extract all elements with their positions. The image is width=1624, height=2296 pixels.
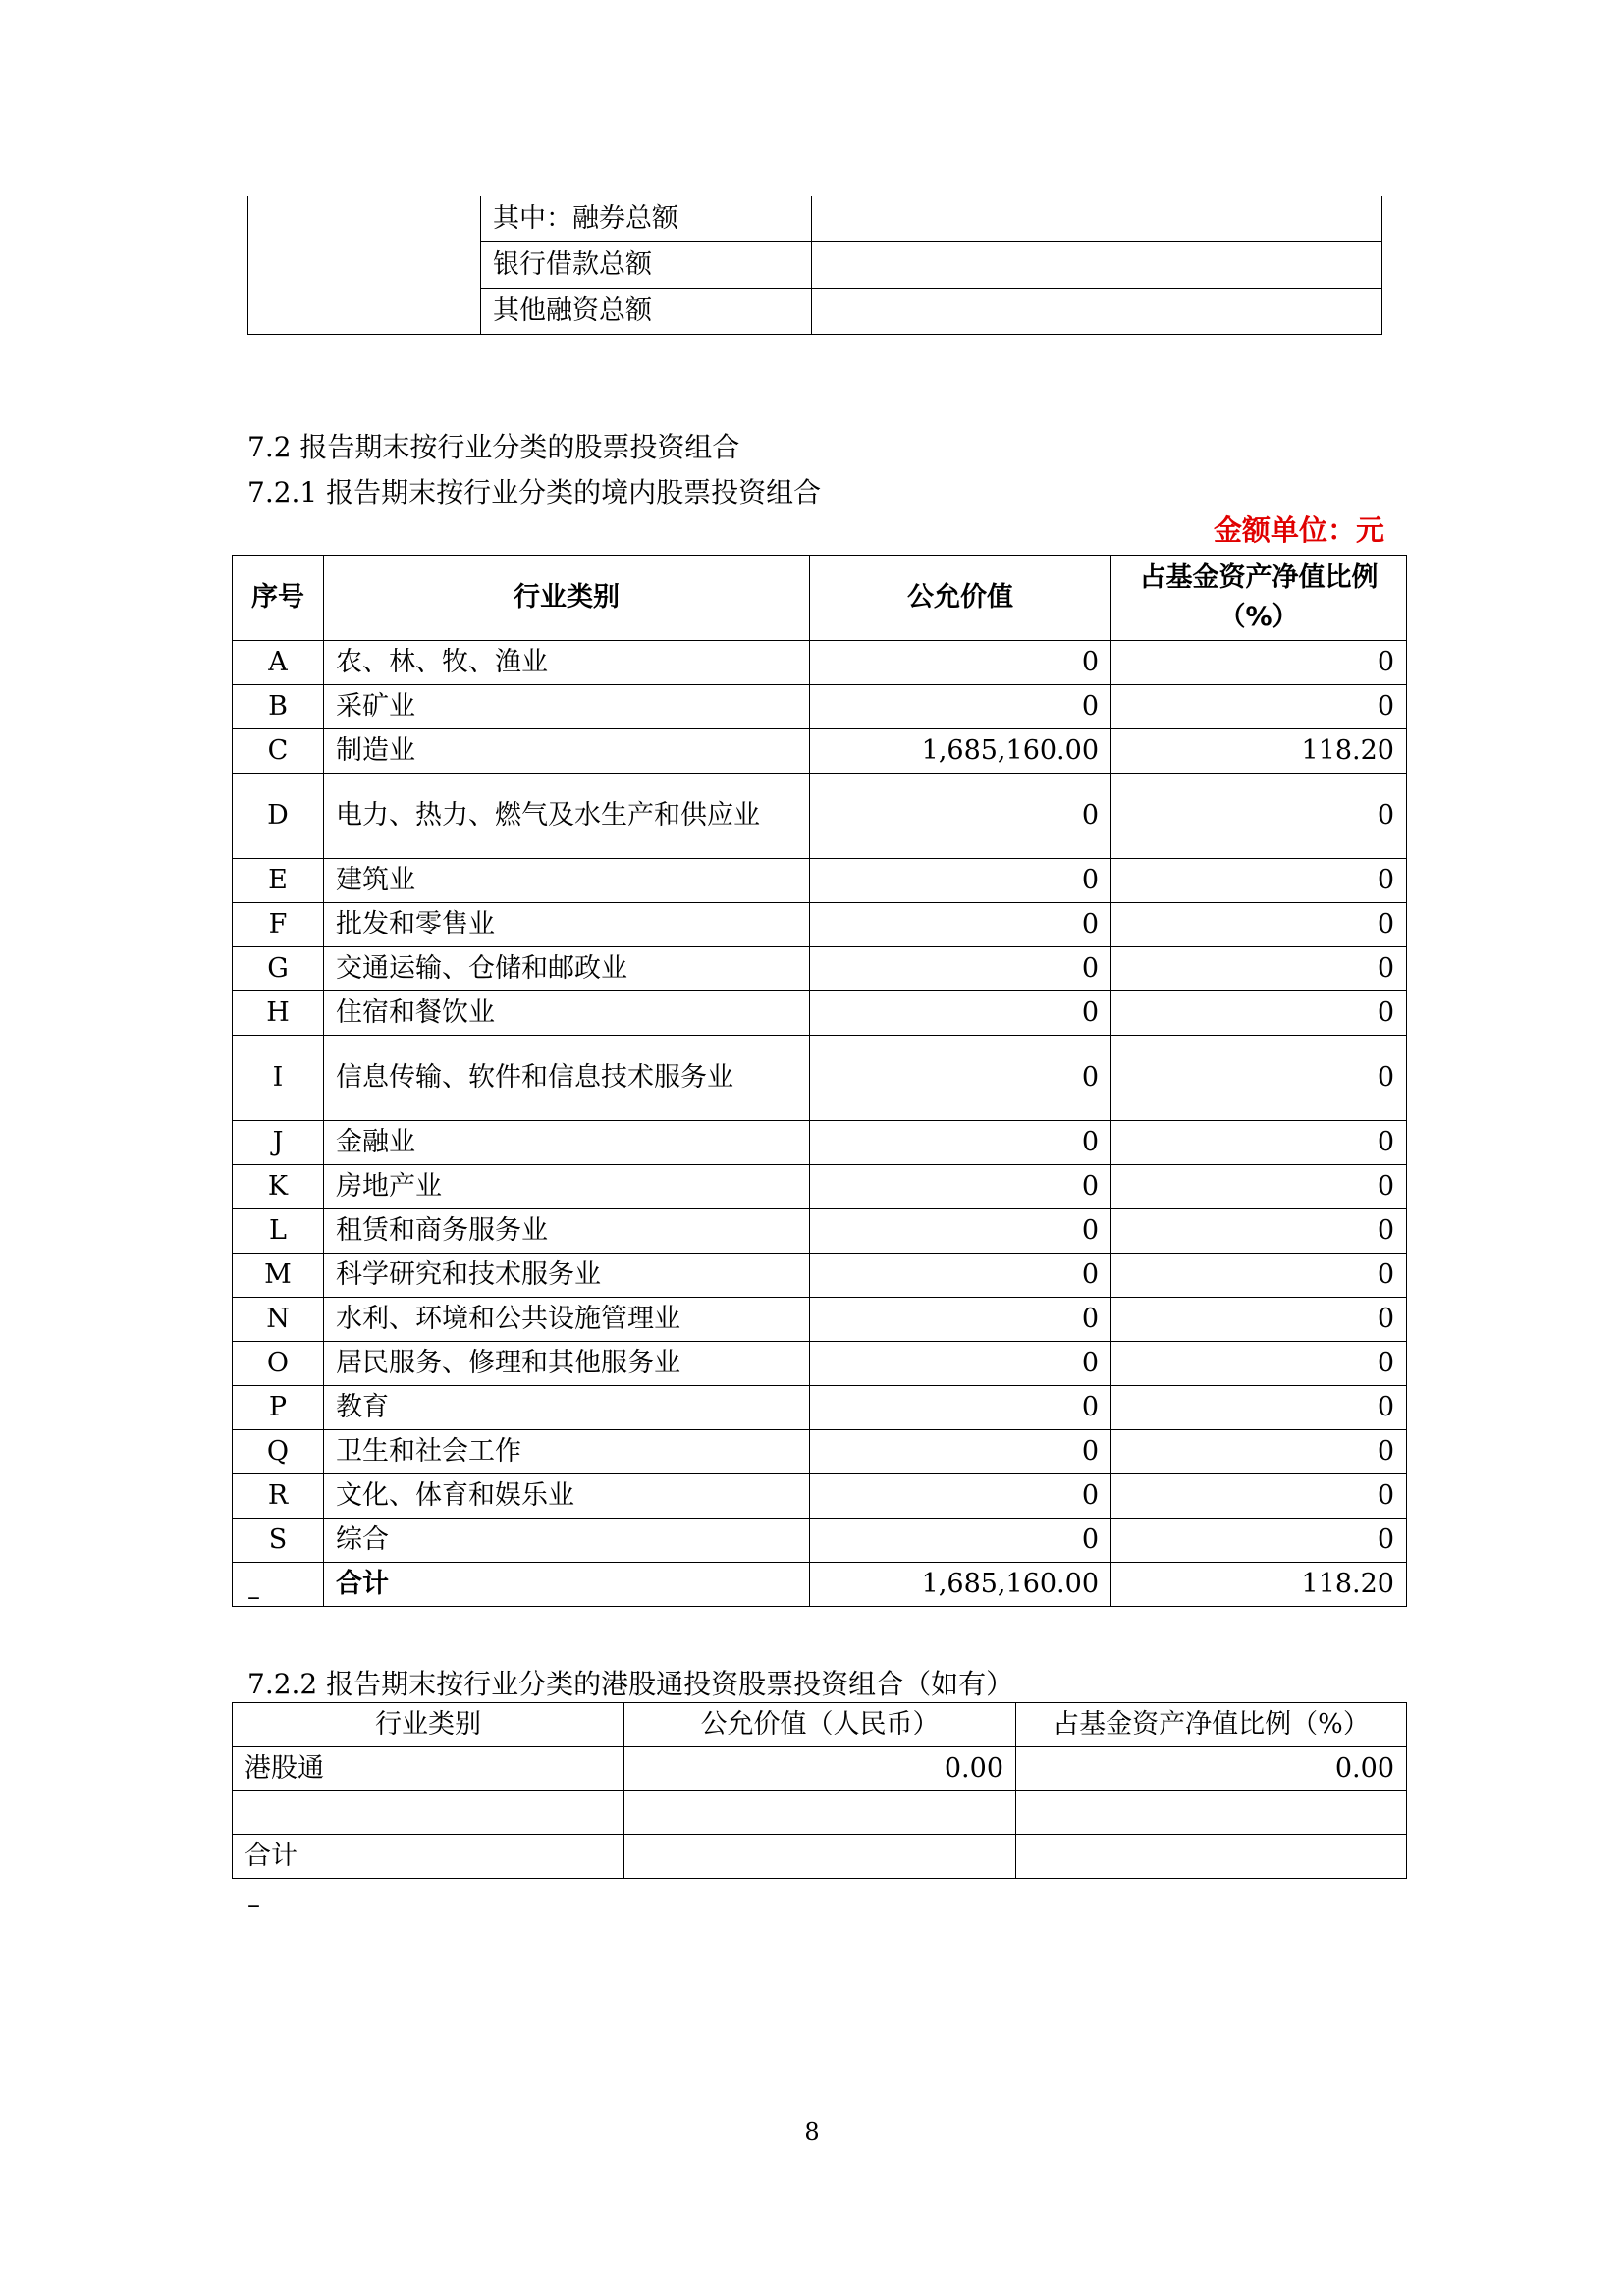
row-fair-value [624, 1835, 1016, 1879]
table-row [233, 1386, 1407, 1430]
row-ratio: 0 [1111, 685, 1407, 729]
row-industry [233, 1791, 624, 1835]
row-ratio: 0 [1111, 1254, 1407, 1298]
table-row [248, 196, 1382, 242]
table-row [233, 1474, 1407, 1519]
row-ratio: 0 [1111, 1519, 1407, 1563]
table-row [233, 641, 1407, 685]
row-industry: 居民服务、修理和其他服务业 [324, 1342, 810, 1386]
row-value [812, 242, 1382, 289]
row-fair-value: 0 [810, 1342, 1111, 1386]
row-industry: 交通运输、仓储和邮政业 [324, 947, 810, 991]
row-industry: 租赁和商务服务业 [324, 1209, 810, 1254]
table-row [233, 1209, 1407, 1254]
total-row [233, 1563, 1407, 1607]
table-row [233, 729, 1407, 774]
row-fair-value: 0 [810, 685, 1111, 729]
row-fair-value: 0 [810, 1165, 1111, 1209]
row-industry: 信息传输、软件和信息技术服务业 [324, 1036, 810, 1121]
row-code: N [233, 1298, 324, 1342]
row-label: 银行借款总额 [481, 242, 812, 289]
row-fair-value: 0 [810, 1209, 1111, 1254]
row-industry: 金融业 [324, 1121, 810, 1165]
row-industry: 卫生和社会工作 [324, 1430, 810, 1474]
dash-mark: – [247, 1891, 260, 1920]
row-code: P [233, 1386, 324, 1430]
row-fair-value: 0 [810, 774, 1111, 859]
row-fair-value: 0 [810, 1298, 1111, 1342]
row-industry: 合计 [233, 1835, 624, 1879]
row-industry: 科学研究和技术服务业 [324, 1254, 810, 1298]
table-row [233, 1791, 1407, 1835]
row-ratio: 0 [1111, 903, 1407, 947]
table-row [233, 947, 1407, 991]
section-title: 7.2 报告期末按行业分类的股票投资组合 [247, 431, 740, 463]
header-fair-value: 公允价值 [810, 556, 1111, 641]
row-industry: 教育 [324, 1386, 810, 1430]
hk-connect-table [232, 1702, 1407, 1879]
row-code: G [233, 947, 324, 991]
row-fair-value: 0 [810, 903, 1111, 947]
row-code: S [233, 1519, 324, 1563]
row-industry: 房地产业 [324, 1165, 810, 1209]
row-code: O [233, 1342, 324, 1386]
row-ratio: 0 [1111, 1430, 1407, 1474]
row-industry: 采矿业 [324, 685, 810, 729]
row-fair-value: 0 [810, 1430, 1111, 1474]
row-ratio: 0 [1111, 1298, 1407, 1342]
merged-cell [248, 196, 481, 335]
row-code: B [233, 685, 324, 729]
row-industry: 综合 [324, 1519, 810, 1563]
table-row [233, 903, 1407, 947]
row-ratio: 0 [1111, 1386, 1407, 1430]
table-row [233, 1747, 1407, 1791]
page-number: 8 [804, 2118, 820, 2146]
row-ratio: 118.20 [1111, 729, 1407, 774]
table-row [233, 685, 1407, 729]
table-row [233, 1254, 1407, 1298]
row-ratio: 0 [1111, 947, 1407, 991]
row-fair-value: 0 [810, 641, 1111, 685]
header-ratio: 占基金资产净值比例（%） [1111, 556, 1407, 641]
row-ratio: 0 [1111, 1342, 1407, 1386]
row-fair-value: 0 [810, 1121, 1111, 1165]
row-industry: 住宿和餐饮业 [324, 991, 810, 1036]
header-industry: 行业类别 [324, 556, 810, 641]
row-code: A [233, 641, 324, 685]
table-row [233, 1036, 1407, 1121]
table-row [233, 1121, 1407, 1165]
row-code: I [233, 1036, 324, 1121]
row-industry: 建筑业 [324, 859, 810, 903]
row-value [812, 289, 1382, 335]
row-code: H [233, 991, 324, 1036]
row-industry: 文化、体育和娱乐业 [324, 1474, 810, 1519]
row-ratio: 0 [1111, 1209, 1407, 1254]
table-row [233, 1298, 1407, 1342]
table-header [233, 556, 1407, 641]
row-fair-value: 0 [810, 1036, 1111, 1121]
row-label: 其中：融券总额 [481, 196, 812, 242]
table-row [233, 1430, 1407, 1474]
industry-rows [233, 641, 1407, 1563]
row-industry: 水利、环境和公共设施管理业 [324, 1298, 810, 1342]
table-row [233, 991, 1407, 1036]
total-code [233, 1563, 324, 1607]
row-ratio: 0 [1111, 991, 1407, 1036]
row-industry: 电力、热力、燃气及水生产和供应业 [324, 774, 810, 859]
header-fair-value: 公允价值（人民币） [624, 1703, 1016, 1747]
row-industry: 港股通 [233, 1747, 624, 1791]
header-industry: 行业类别 [233, 1703, 624, 1747]
row-value [812, 196, 1382, 242]
row-code: F [233, 903, 324, 947]
total-label: 合计 [324, 1563, 810, 1607]
header-code: 序号 [233, 556, 324, 641]
row-ratio [1016, 1791, 1407, 1835]
row-ratio: 0 [1111, 1121, 1407, 1165]
subsection-title: 7.2.2 报告期末按行业分类的港股通投资股票投资组合（如有） [247, 1668, 1014, 1700]
total-ratio: 118.20 [1111, 1563, 1407, 1607]
row-code: K [233, 1165, 324, 1209]
row-code: Q [233, 1430, 324, 1474]
table-header [233, 1703, 1407, 1747]
row-industry: 制造业 [324, 729, 810, 774]
row-industry: 批发和零售业 [324, 903, 810, 947]
row-code: R [233, 1474, 324, 1519]
dash-mark: – [247, 1582, 260, 1612]
row-code: D [233, 774, 324, 859]
row-code: C [233, 729, 324, 774]
table-row [233, 1519, 1407, 1563]
row-industry: 农、林、牧、渔业 [324, 641, 810, 685]
row-label: 其他融资总额 [481, 289, 812, 335]
header-ratio: 占基金资产净值比例（%） [1016, 1703, 1407, 1747]
row-code: M [233, 1254, 324, 1298]
table-row [233, 774, 1407, 859]
row-ratio: 0 [1111, 641, 1407, 685]
continued-financing-table [247, 196, 1382, 335]
table-row [233, 1165, 1407, 1209]
row-fair-value: 0 [810, 947, 1111, 991]
row-fair-value: 0 [810, 1254, 1111, 1298]
row-ratio: 0 [1111, 1165, 1407, 1209]
row-fair-value: 1,685,160.00 [810, 729, 1111, 774]
subsection-title: 7.2.1 报告期末按行业分类的境内股票投资组合 [247, 476, 822, 508]
row-fair-value [624, 1791, 1016, 1835]
row-fair-value: 0.00 [624, 1747, 1016, 1791]
row-ratio: 0 [1111, 774, 1407, 859]
row-fair-value: 0 [810, 1519, 1111, 1563]
row-ratio: 0 [1111, 1474, 1407, 1519]
row-fair-value: 0 [810, 1474, 1111, 1519]
table-row [233, 1342, 1407, 1386]
table-row [233, 1835, 1407, 1879]
row-fair-value: 0 [810, 1386, 1111, 1430]
amount-unit: 金额单位：元 [1213, 513, 1384, 547]
row-fair-value: 0 [810, 859, 1111, 903]
row-ratio: 0 [1111, 1036, 1407, 1121]
row-ratio: 0 [1111, 859, 1407, 903]
row-ratio [1016, 1835, 1407, 1879]
row-fair-value: 0 [810, 991, 1111, 1036]
row-code: J [233, 1121, 324, 1165]
row-code: E [233, 859, 324, 903]
table-row [233, 859, 1407, 903]
row-code: L [233, 1209, 324, 1254]
industry-stock-table [232, 555, 1407, 1607]
total-fair-value: 1,685,160.00 [810, 1563, 1111, 1607]
row-ratio: 0.00 [1016, 1747, 1407, 1791]
